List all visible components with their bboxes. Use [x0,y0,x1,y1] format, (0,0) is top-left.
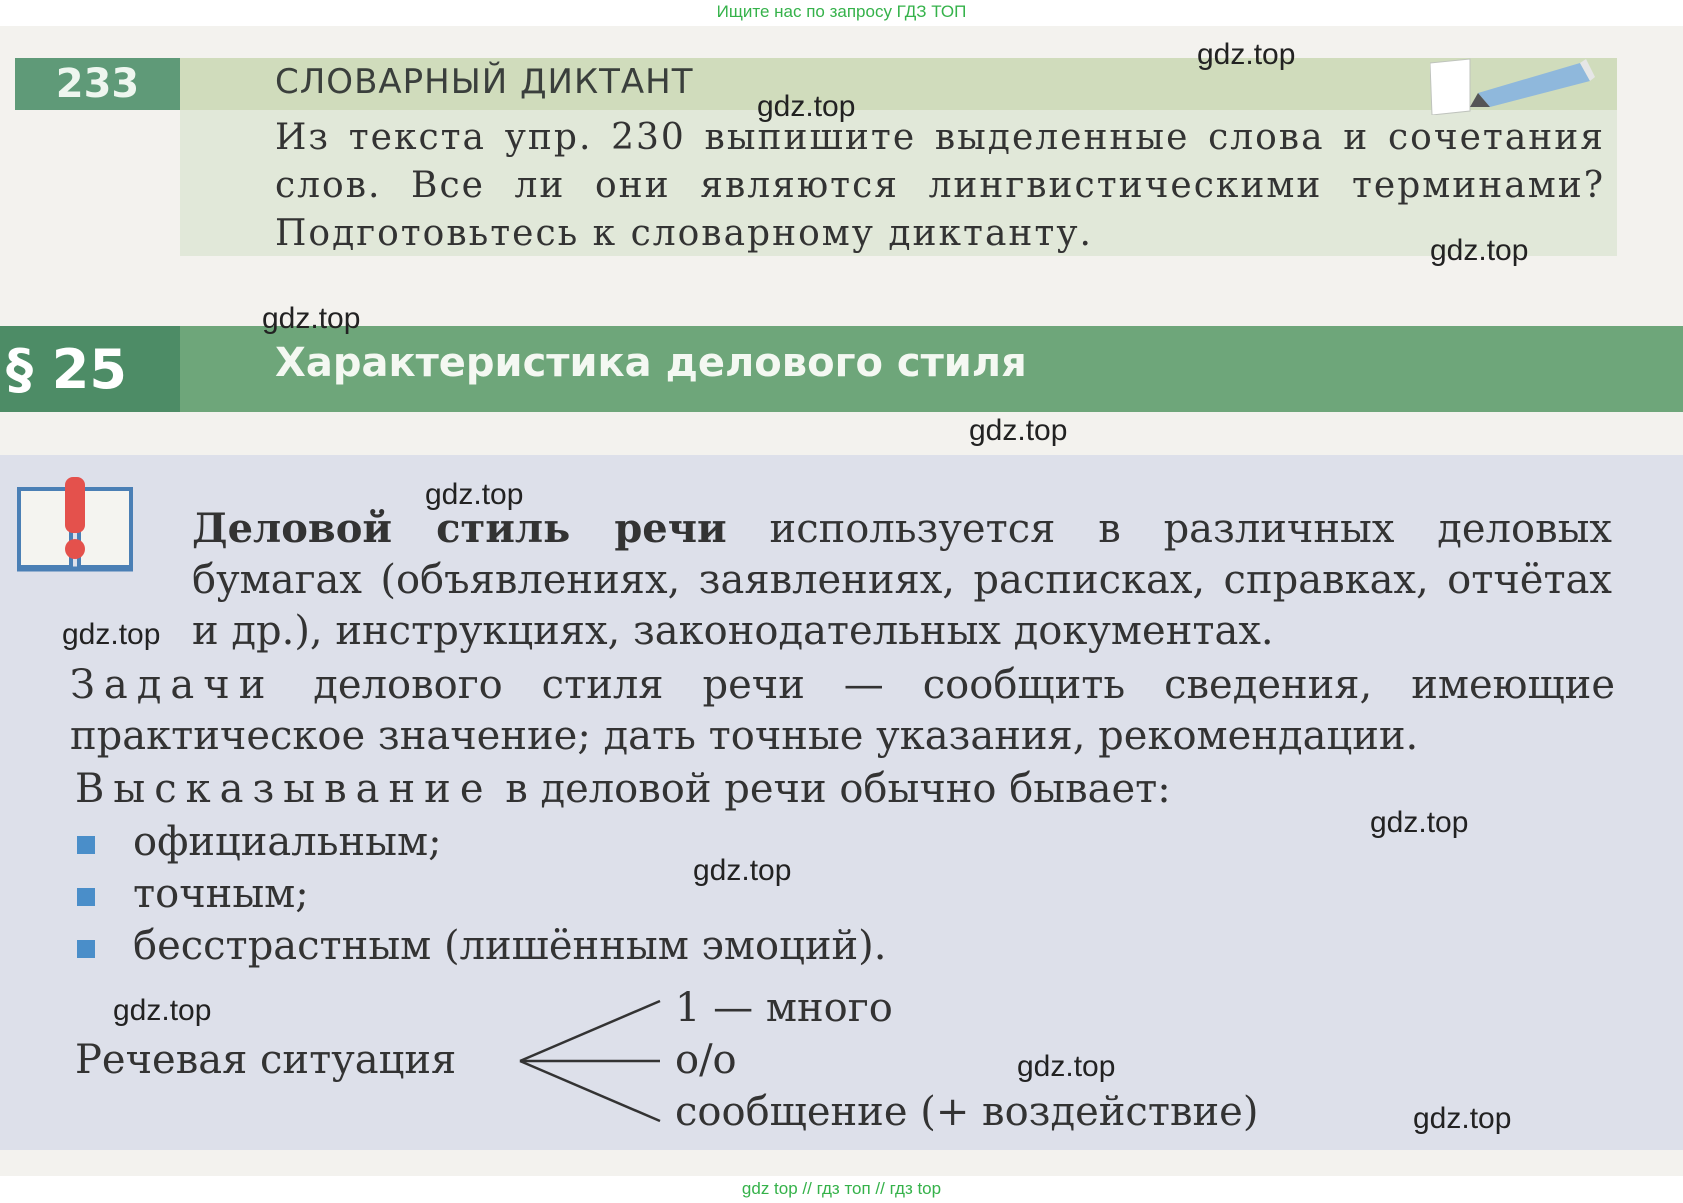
watermark: gdz.top [425,478,524,511]
watermark: gdz.top [62,618,161,651]
top-banner[interactable]: Ищите нас по запросу ГДЗ ТОП [716,2,967,21]
scheme-label: Речевая ситуация [75,1037,457,1083]
pencil-icon [1430,55,1595,115]
watermark: gdz.top [1430,234,1529,267]
list-item: официальным; [75,816,886,868]
watermark: gdz.top [262,302,361,335]
statement-text: в деловой речи обычно бывает: [492,766,1171,812]
watermark: gdz.top [113,994,212,1027]
scheme-branch-1: 1 — много [675,985,893,1031]
bullet-square-icon [77,836,95,854]
exercise-title: СЛОВАРНЫЙ ДИКТАНТ [275,62,694,102]
rule-tasks [70,660,1615,762]
rule-definition-text: используется в различных деловых бумагах (объявлениях, заявлениях, расписках, справках, отчётах и др.), инструкциях, законодательных документах. [192,506,1612,654]
rule-term: Деловой стиль речи [192,505,727,552]
rule-statement [75,764,1171,815]
section-title: Характеристика делового стиля [275,340,1027,386]
section-number: § 25 [0,326,180,412]
book-exclamation-icon [15,475,135,575]
statement-word: Высказывание [75,766,493,812]
watermark: gdz.top [1370,806,1469,839]
exercise-text: Из текста упр. 230 выпишите выделенные слова и сочетания слов. Все ли они являются лингвистическими терминами? Подготовьтесь к словарному диктанту. [275,117,1605,254]
list-item: бесстрастным (лишённым эмоций). [75,920,886,972]
bullet-square-icon [77,940,95,958]
watermark: gdz.top [1197,38,1296,71]
watermark: gdz.top [1413,1102,1512,1135]
scheme-branch-2: о/о [675,1037,737,1083]
rule-definition [192,503,1612,657]
list-item: точным; [75,868,886,920]
properties-list [75,816,886,972]
bottom-banner[interactable]: gdz top // гдз топ // гдз top [741,1179,942,1198]
scheme-branch-3: сообщение (+ воздействие) [675,1089,1259,1135]
watermark: gdz.top [1017,1050,1116,1083]
watermark: gdz.top [693,854,792,887]
tasks-word: Задачи [70,662,275,708]
watermark: gdz.top [969,414,1068,447]
exercise-number: 233 [15,58,180,110]
bullet-square-icon [77,888,95,906]
scheme-branches [515,996,665,1126]
watermark: gdz.top [757,90,856,123]
tasks-text: делового стиля речи — сообщить сведения, имеющие практическое значение; дать точные указания, рекомендации. [70,662,1615,759]
